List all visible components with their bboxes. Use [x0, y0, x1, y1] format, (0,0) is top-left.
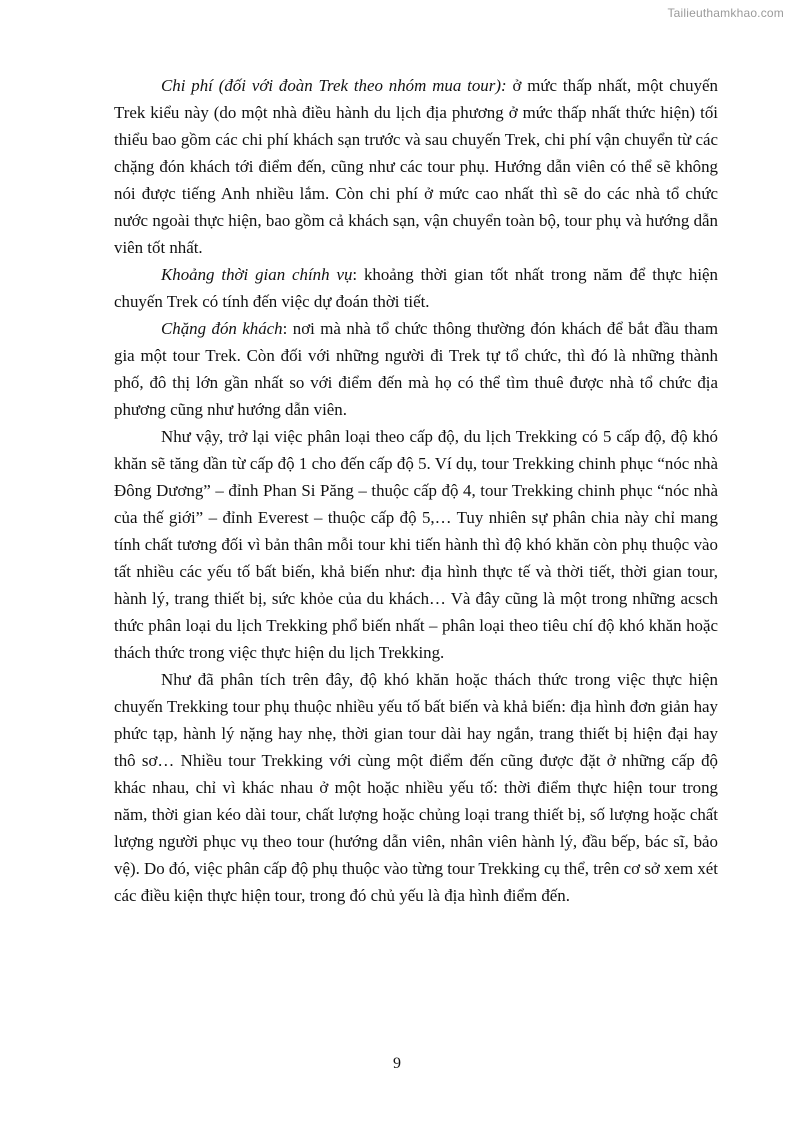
term-chang-don-khach: Chặng đón khách: [161, 319, 283, 338]
paragraph-text: : nơi mà nhà tổ chức thông thường đón khách để bắt đầu tham gia một tour Trek. Còn đối với những người đi Trek tự tổ chức, thì đó là những thành phố, đô thị lớn gần nhất so với điểm đến mà họ có thể tìm thuê được nhà tổ chức địa phương cũng như hướng dẫn viên.: [114, 319, 718, 419]
watermark: Tailieuthamkhao.com: [667, 6, 784, 20]
page-number: 9: [393, 1055, 401, 1072]
paragraph-text: Như đã phân tích trên đây, độ khó khăn hoặc thách thức trong việc thực hiện chuyến Trekking tour phụ thuộc nhiều yếu tố bất biến và khả biến: địa hình đơn giản hay phức tạp, hành lý nặng hay nhẹ, thời gian tour dài hay ngắn, trang thiết bị hiện đại hay thô sơ… Nhiều tour Trekking với cùng một điểm đến cũng được đặt ở những cấp độ khác nhau, chỉ vì khác nhau ở một hoặc nhiều yếu tố: thời điểm thực hiện tour trong năm, thời gian kéo dài tour, chất lượng hoặc chủng loại trang thiết bị, số lượng hoặc chất lượng người phục vụ theo tour (hướng dẫn viên, nhân viên hành lý, đầu bếp, bác sĩ, bảo vệ). Do đó, việc phân cấp độ phụ thuộc vào từng tour Trekking cụ thể, trên cơ sở xem xét các điều kiện thực hiện tour, trong đó chủ yếu là địa hình điểm đến.: [114, 670, 718, 905]
paragraph-text: : khoảng thời gian tốt nhất trong năm để thực hiện chuyến Trek có tính đến việc dự đoán thời tiết.: [114, 265, 718, 311]
paragraph-chi-phi: [114, 72, 718, 261]
term-chi-phi: Chi phí (đối với đoàn Trek theo nhóm mua tour):: [161, 76, 507, 95]
document-body: [114, 72, 718, 909]
paragraph-text: Như vậy, trở lại việc phân loại theo cấp độ, du lịch Trekking có 5 cấp độ, độ khó khăn sẽ tăng dần từ cấp độ 1 cho đến cấp độ 5. Ví dụ, tour Trekking chinh phục “nóc nhà Đông Dương” – đỉnh Phan Si Păng – thuộc cấp độ 4, tour Trekking chinh phục “nóc nhà của thế giới” – đỉnh Everest – thuộc cấp độ 5,… Tuy nhiên sự phân chia này chỉ mang tính chất tương đối vì bản thân mỗi tour khi tiến hành thì độ khó khăn còn phụ thuộc vào tất nhiều các yếu tố bất biến, khả biến như: địa hình thực tế và thời tiết, thời gian tour, hành lý, trang thiết bị, sức khỏe của du khách… Và đây cũng là một trong những acsch thức phân loại du lịch Trekking phổ biến nhất – phân loại theo tiêu chí độ khó khăn hoặc thách thức trong việc thực hiện du lịch Trekking.: [114, 427, 718, 662]
paragraph-do-kho-khan: [114, 666, 718, 909]
paragraph-thoi-gian-chinh-vu: [114, 261, 718, 315]
paragraph-chang-don-khach: [114, 315, 718, 423]
paragraph-phan-loai-cap-do: [114, 423, 718, 666]
term-thoi-gian-chinh-vu: Khoảng thời gian chính vụ: [161, 265, 353, 284]
paragraph-text: ở mức thấp nhất, một chuyến Trek kiểu này (do một nhà điều hành du lịch địa phương ở mức thấp nhất thức hiện) tối thiểu bao gồm các chi phí khách sạn trước và sau chuyến Trek, chi phí vận chuyển từ các chặng đón khách tới điểm đến, cũng như các tour phụ. Hướng dẫn viên có thể sẽ không nói được tiếng Anh nhiều lắm. Còn chi phí ở mức cao nhất thì sẽ do các nhà tổ chức nước ngoài thực hiện, bao gồm cả khách sạn, vận chuyển toàn bộ, tour phụ và hướng dẫn viên tốt nhất.: [114, 76, 718, 257]
